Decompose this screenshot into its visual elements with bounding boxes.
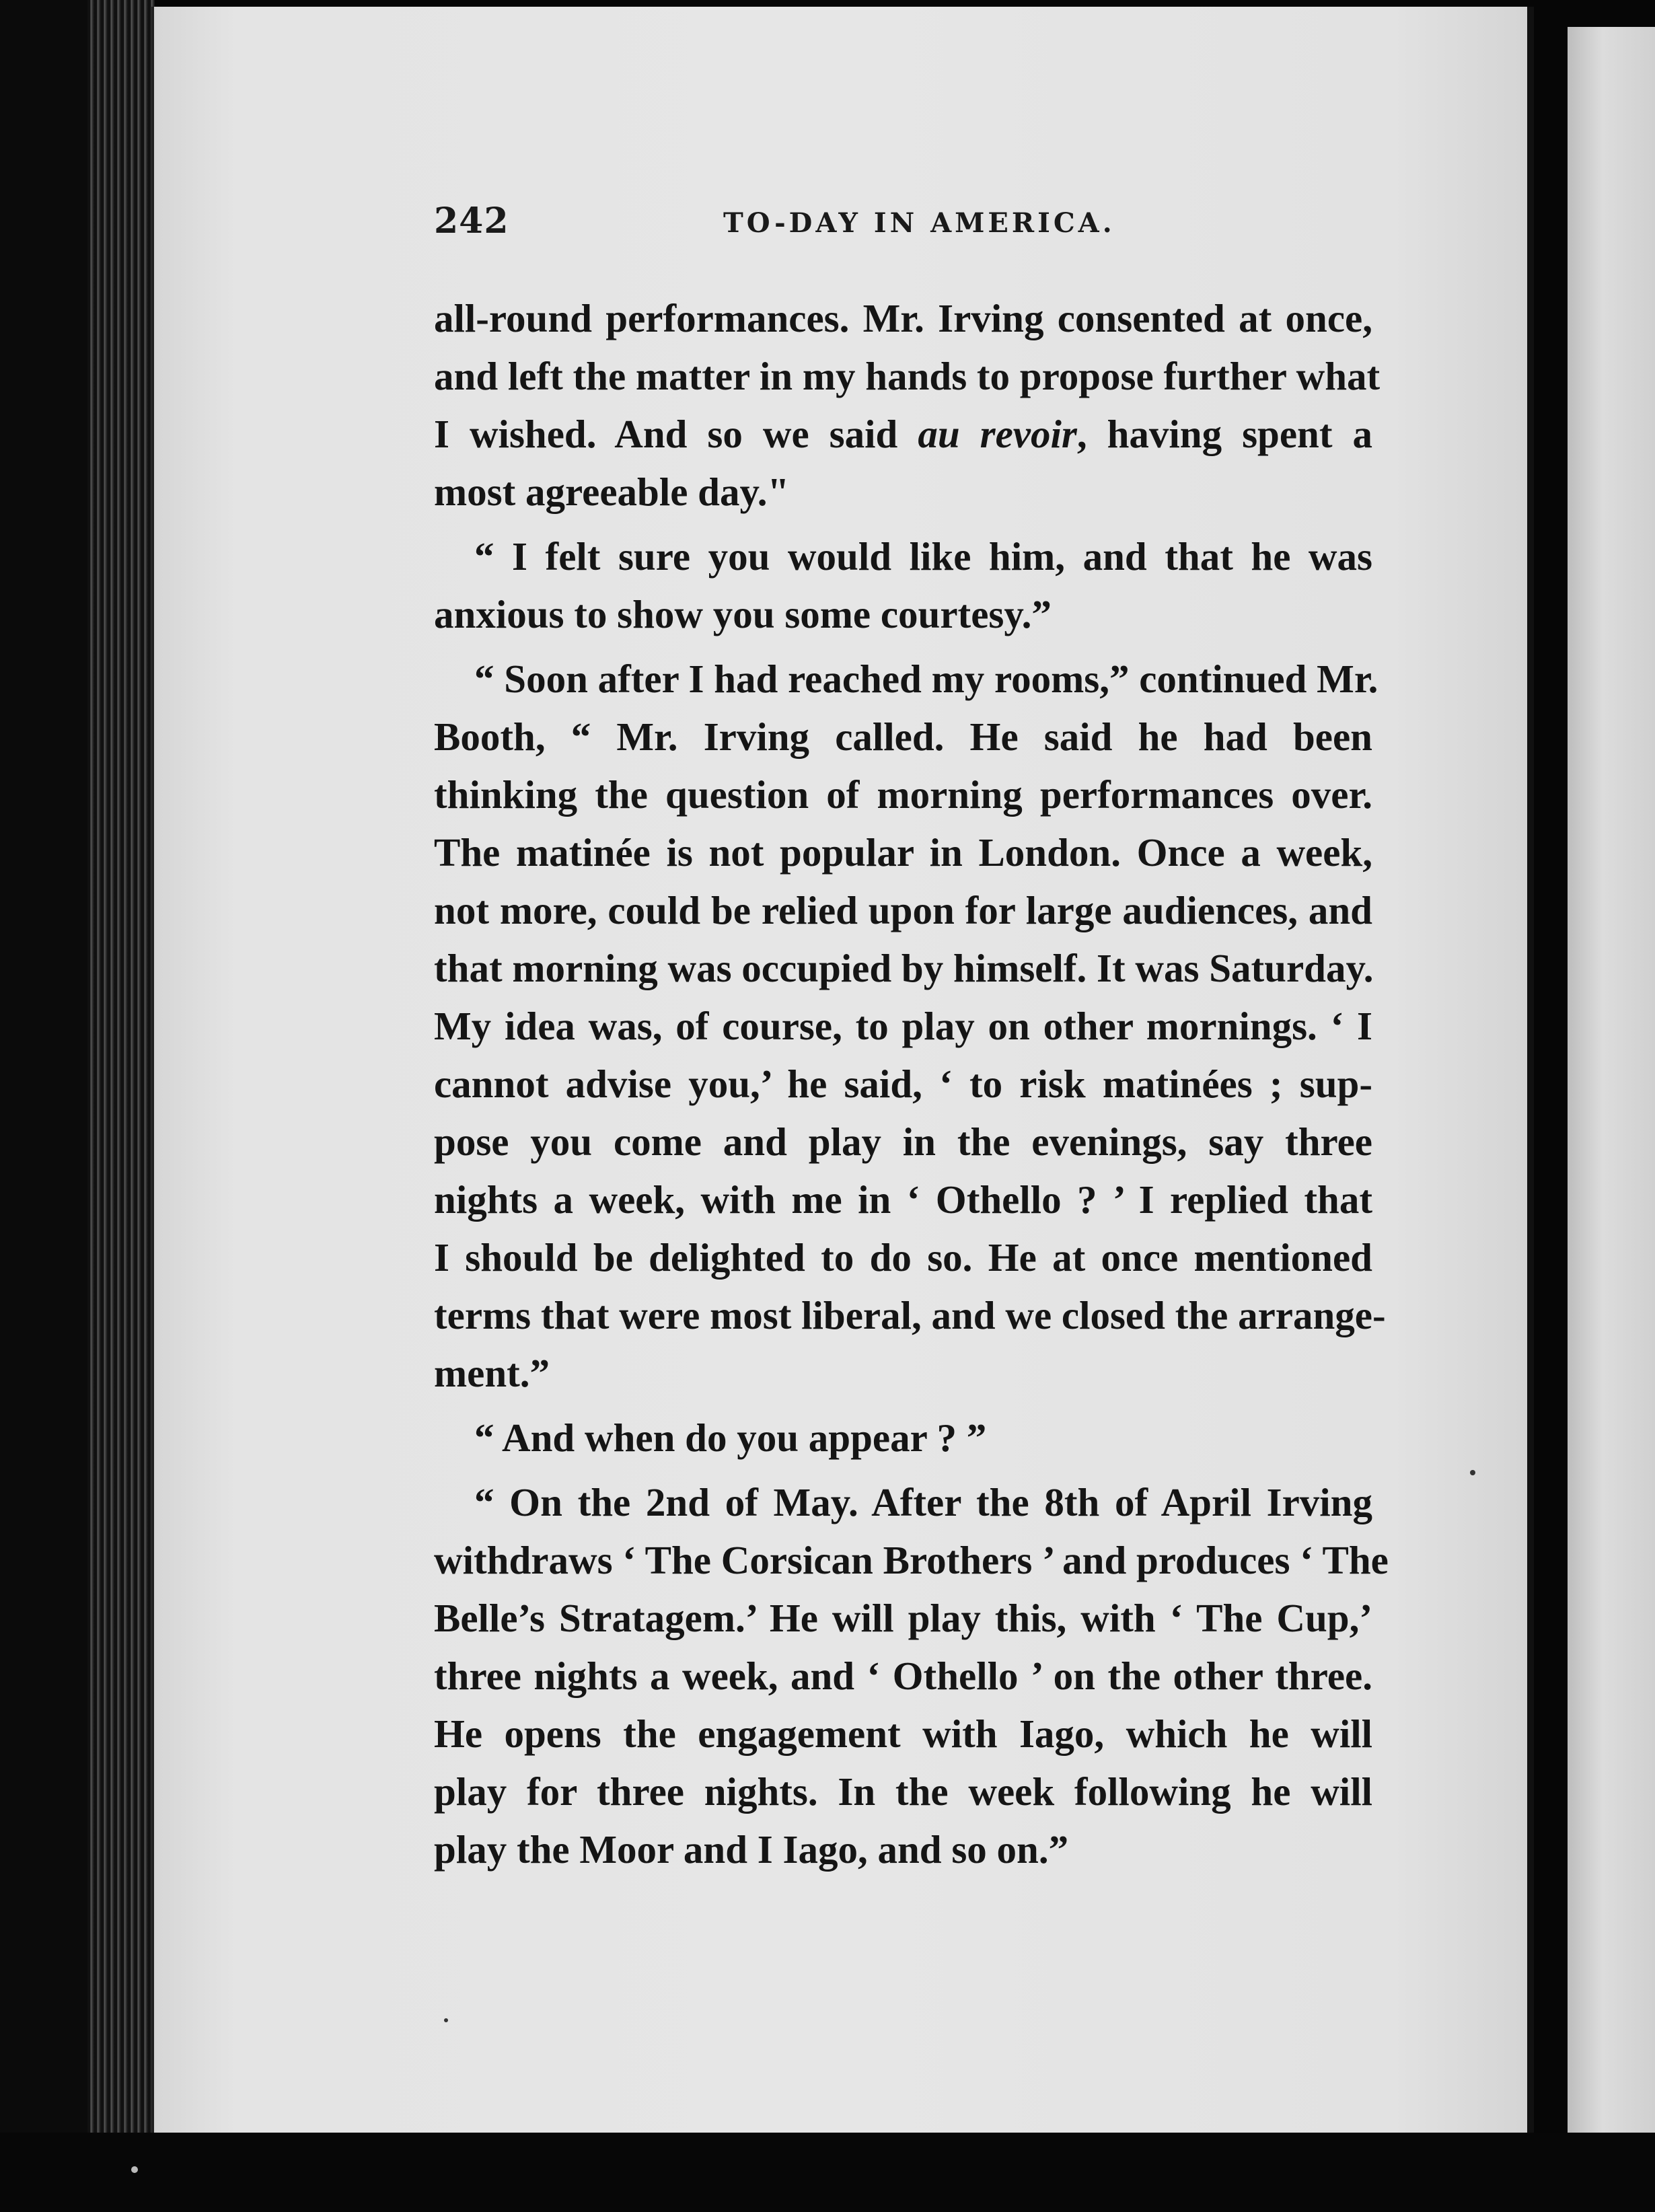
text-line: The matinée is not popular in London. Once a week,	[434, 830, 1372, 875]
text-line: pose you come and play in the evenings, say three	[434, 1119, 1372, 1164]
text-line: terms that were most liberal, and we closed the arrange-	[434, 1293, 1386, 1337]
text-line: and left the matter in my hands to propose further what	[434, 354, 1381, 398]
scan-left-margin	[0, 0, 87, 2212]
text-line: most agreeable day."	[434, 470, 790, 514]
text-line: withdraws ‘ The Corsican Brothers ’ and produces ‘ The	[434, 1538, 1389, 1582]
text-line: play for three nights. In the week following he will	[434, 1769, 1372, 1814]
paragraph	[434, 650, 1386, 1402]
running-title: TO-DAY IN AMERICA.	[723, 207, 1115, 239]
text-line: thinking the question of morning performances over.	[434, 772, 1372, 817]
scan-speck	[444, 2018, 448, 2022]
text-line: Booth, “ Mr. Irving called. He said he had been	[434, 714, 1372, 759]
paragraph	[434, 289, 1381, 521]
scan-bottom-margin	[0, 2133, 1655, 2212]
paragraph	[434, 527, 1372, 643]
text-line: Belle’s Stratagem.’ He will play this, with ‘ The Cup,’	[434, 1596, 1372, 1640]
paragraph	[434, 1409, 1372, 1467]
text-line: that morning was occupied by himself. It was Saturday.	[434, 946, 1374, 990]
scan-speck	[1470, 1470, 1475, 1475]
text-line: “ I felt sure you would like him, and that he was	[474, 534, 1372, 579]
text-line: play the Moor and I Iago, and so on.”	[434, 1827, 1069, 1872]
page-number: 242	[434, 200, 509, 242]
text-line: ment.”	[434, 1351, 550, 1395]
text-line: “ On the 2nd of May. After the 8th of April Irving	[474, 1480, 1372, 1524]
text-line: My idea was, of course, to play on other mornings. ‘ I	[434, 1004, 1372, 1048]
scan-speck	[131, 2166, 138, 2173]
text-line: anxious to show you some courtesy.”	[434, 592, 1052, 636]
text-line: I wished. And so we said au revoir, having spent a	[434, 412, 1372, 456]
text-line: “ Soon after I had reached my rooms,” continued Mr.	[474, 657, 1378, 701]
book-page-edges	[87, 0, 155, 2146]
book-gutter	[1527, 7, 1534, 2133]
text-line: three nights a week, and ‘ Othello ’ on the other three.	[434, 1654, 1372, 1698]
paragraph	[434, 1473, 1389, 1878]
text-line: not more, could be relied upon for large audiences, and	[434, 888, 1372, 932]
text-line: I should be delighted to do so. He at once mentioned	[434, 1235, 1372, 1280]
facing-page-edge	[1568, 27, 1655, 2146]
text-line: cannot advise you,’ he said, ‘ to risk matinées ; sup-	[434, 1062, 1372, 1106]
text-line: He opens the engagement with Iago, which he will	[434, 1711, 1372, 1756]
text-line: nights a week, with me in ‘ Othello ? ’ I replied that	[434, 1177, 1372, 1222]
text-line: “ And when do you appear ? ”	[474, 1415, 987, 1460]
body-text	[434, 289, 1389, 1878]
text-line: all-round performances. Mr. Irving consented at once,	[434, 296, 1372, 340]
running-head	[434, 200, 1376, 248]
